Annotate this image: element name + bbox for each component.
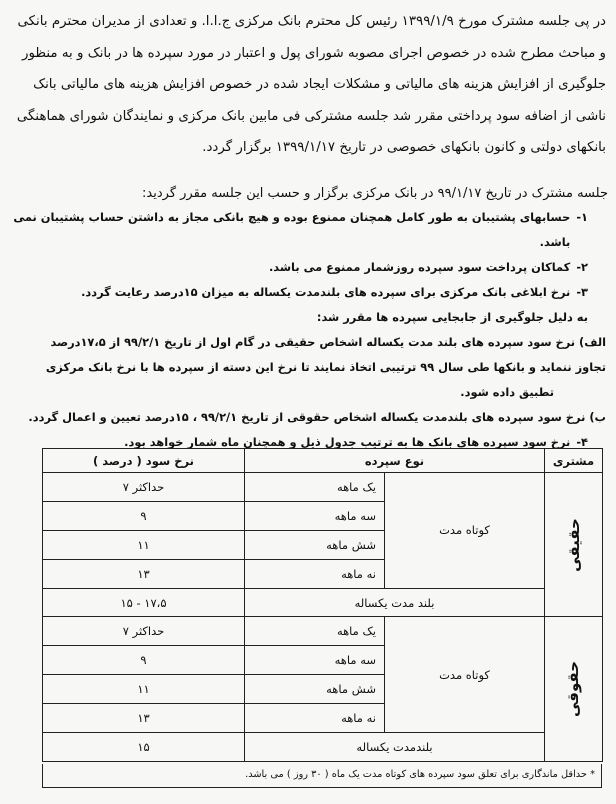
intro-line: و مباحث مطرح شده در خصوص اجرای مصوبه شورای پول و اعتبار در مورد سپرده ها در بانک و به منظور <box>22 45 606 61</box>
list-item <box>10 280 606 305</box>
rate-cell: ۱۱ <box>43 675 245 704</box>
decisions-list <box>10 205 606 455</box>
table-row <box>43 473 603 502</box>
rate-cell: ۹ <box>43 646 245 675</box>
rate-cell: ۱۵ <box>43 733 245 762</box>
table-row <box>43 733 603 762</box>
term-cell: سه ماهه <box>245 646 385 675</box>
rate-cell: ۱۱ <box>43 530 245 559</box>
rate-cell: ۹ <box>43 501 245 530</box>
list-item <box>10 255 606 280</box>
customer-cell: حقیقی <box>545 473 603 617</box>
term-cell: نه ماهه <box>245 559 385 588</box>
term-cell: یک ماهه <box>245 473 385 502</box>
long-term-cell: بلند مدت یکساله <box>245 588 545 617</box>
intro-line: جلوگیری از افزایش هزینه های مالیاتی و مشکلات ایجاد شده در خصوص افزایش هزینه های مالیاتی بانک <box>33 77 606 92</box>
term-cell: سه ماهه <box>245 501 385 530</box>
table-row <box>43 617 603 646</box>
rate-cell: حداکثر ۷ <box>43 473 245 502</box>
rate-cell: ۱۳ <box>43 704 245 733</box>
item-text: نرخ سود سپرده های بانک ها به ترتیب جدول ذیل و همچنان ماه شمار خواهد بود. <box>124 435 571 449</box>
term-cell: یک ماهه <box>245 617 385 646</box>
table-row <box>43 588 603 617</box>
table-header-row <box>43 449 603 473</box>
header-rate: نرخ سود ( درصد ) <box>43 449 245 473</box>
short-term-cell: کوتاه مدت <box>385 473 545 589</box>
sub-clause-a-line: تجاوز ننماید و بانکها طی سال ۹۹ ترتیبی اتخاذ نمایند تا نرخ این دسته از سپرده ها با نرخ بانک مرکزی <box>45 360 606 374</box>
term-cell: نه ماهه <box>245 704 385 733</box>
customer-cell: حقوقی <box>545 617 603 761</box>
meeting-statement: جلسه مشترک در تاریخ ۹۹/۱/۱۷ در بانک مرکزی برگزار و حسب این جلسه مقرر گردید: <box>142 186 608 201</box>
intro-line: در پی جلسه مشترک مورخ ۱۳۹۹/۱/۹ رئیس کل محترم بانک مرکزی ج.ا.ا. و تعدادی از مدیران محترم بانکی <box>17 14 606 29</box>
item-number: ۱- <box>576 210 588 224</box>
header-customer: مشتری <box>545 449 603 473</box>
item-text: حسابهای پشتیبان به طور کامل همچنان ممنوع بوده و هیچ بانکی مجاز به داشتن حساب پشتیبان نمی باشد. <box>13 210 571 249</box>
short-term-cell: کوتاه مدت <box>385 617 545 733</box>
long-term-cell: بلندمدت یکساله <box>245 733 545 762</box>
rate-cell: ۱۷،۵ - ۱۵ <box>43 588 245 617</box>
table-footnote: * حداقل ماندگاری برای تعلق سود سپرده های کوتاه مدت یک ماه ( ۳۰ روز ) می باشد. <box>42 764 602 788</box>
sub-clause-b: ب) نرخ سود سپرده های بلندمدت یکساله اشخاص حقوقی از تاریخ ۹۹/۲/۱ ، ۱۵درصد تعیین و اعمال گردد. <box>28 410 606 424</box>
rate-cell: ۱۳ <box>43 559 245 588</box>
item3-continuation: به دلیل جلوگیری از جابجایی سپرده ها مقرر شد: <box>316 310 588 324</box>
intro-line: بانکهای دولتی و کانون بانکهای خصوصی در تاریخ ۱۳۹۹/۱/۱۷ برگزار گردد. <box>202 140 606 155</box>
item-text: نرخ ابلاغی بانک مرکزی برای سپرده های بلندمدت یکساله به میزان ۱۵درصد رعایت گردد. <box>81 285 571 299</box>
term-cell: شش ماهه <box>245 675 385 704</box>
list-item <box>10 205 606 255</box>
header-deposit-type: نوع سپرده <box>245 449 545 473</box>
intro-line: ناشی از اضافه سود پرداختی مقرر شد جلسه مشترکی فی مابین بانک مرکزی و نمایندگان شورای هماهنگی <box>16 108 606 124</box>
rate-cell: حداکثر ۷ <box>43 617 245 646</box>
deposit-rates-table <box>42 448 603 762</box>
sub-clause-a: الف) نرخ سود سپرده های بلند مدت یکساله اشخاص حقیقی در گام اول از تاریخ ۹۹/۲/۱ از ۱۷،۵درصد <box>50 335 606 349</box>
item-text: کماکان پرداخت سود سپرده روزشمار ممنوع می باشد. <box>268 260 571 274</box>
item-number: ۲- <box>576 260 588 274</box>
sub-clause-a-line: تطبیق داده شود. <box>460 385 554 399</box>
item-number: ۳- <box>576 285 588 299</box>
term-cell: شش ماهه <box>245 530 385 559</box>
item-number: ۴- <box>576 435 588 449</box>
intro-paragraph <box>12 6 606 164</box>
